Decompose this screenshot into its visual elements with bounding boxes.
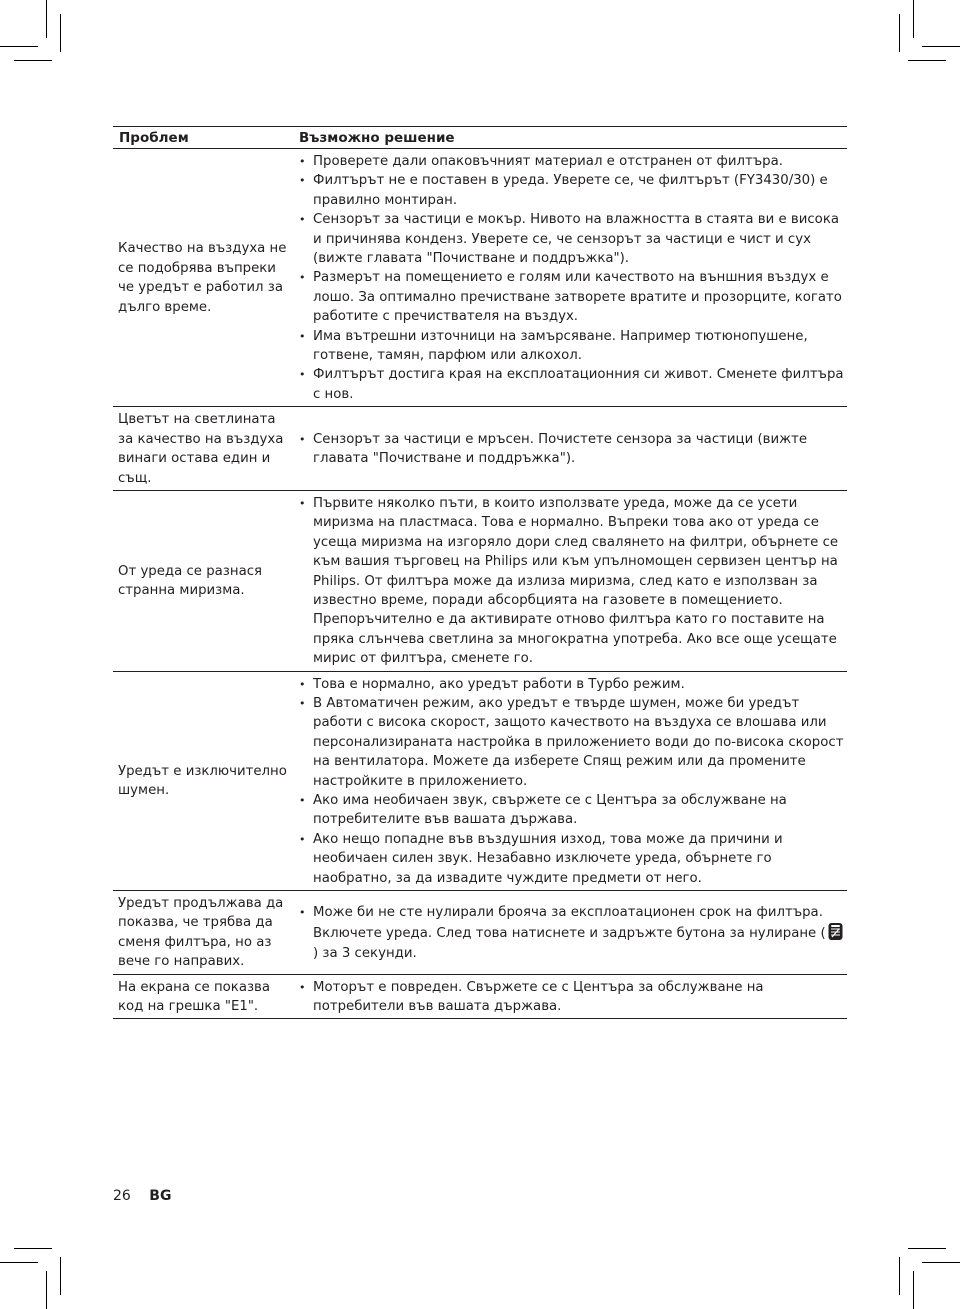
problem-cell: Качество на въздуха не се подобрява въпреки че уредът е работил за дълго време. bbox=[113, 149, 299, 407]
crop-mark bbox=[14, 1248, 52, 1249]
solution-item bbox=[299, 268, 847, 326]
solution-item bbox=[299, 978, 847, 1017]
crop-mark bbox=[899, 1257, 900, 1295]
bullet-icon: • bbox=[299, 496, 306, 510]
bullet-icon: • bbox=[299, 432, 306, 446]
troubleshooting-table bbox=[113, 126, 847, 1019]
page-footer bbox=[113, 1188, 171, 1204]
solution-text: Може би не сте нулирали брояча за експлоатационен срок на филтъра. Включете уреда. След това натиснете и задръжте бутона за нулиране ( bbox=[313, 904, 826, 942]
crop-mark bbox=[46, 0, 47, 38]
solution-cell bbox=[299, 407, 847, 491]
crop-mark bbox=[922, 46, 960, 47]
solution-text: Размерът на помещението е голям или качеството на външния въздух е лошо. За оптимално пречистване затворете вратите и прозорците, когато работите с пречиствателя на въздух. bbox=[313, 270, 842, 325]
solution-list bbox=[299, 903, 847, 963]
crop-mark bbox=[60, 14, 61, 52]
solution-item bbox=[299, 171, 847, 210]
bullet-icon: • bbox=[299, 213, 306, 227]
solution-item bbox=[299, 675, 847, 694]
bullet-icon: • bbox=[299, 980, 306, 994]
bullet-icon: • bbox=[299, 677, 306, 691]
solution-cell bbox=[299, 671, 847, 890]
solution-list bbox=[299, 978, 847, 1017]
solution-cell bbox=[299, 891, 847, 975]
table-row bbox=[113, 149, 847, 407]
solution-text: В Автоматичен режим, ако уредът е твърде шумен, може би уредът работи с висока скорост, защото качеството на въздуха се влошава или персонализираната настройка в приложението води до по-висока скорост на вентилатора. Можете да изберете Спящ режим или да промените настройките в приложението. bbox=[313, 695, 844, 789]
problem-cell: Уредът е изключително шумен. bbox=[113, 671, 299, 890]
problem-cell: На екрана се показва код на грешка "E1". bbox=[113, 974, 299, 1019]
solution-text: Ако има необичаен звук, свържете се с Центъра за обслужване на потребителите във вашата държава. bbox=[313, 793, 787, 828]
solution-text: Това е нормално, ако уредът работи в Турбо режим. bbox=[313, 676, 685, 692]
crop-mark bbox=[899, 14, 900, 52]
bullet-icon: • bbox=[299, 174, 306, 188]
crop-mark bbox=[913, 0, 914, 38]
crop-mark bbox=[0, 1262, 38, 1263]
solution-text: Филтърът достига края на експлоатационния си живот. Сменете филтъра с нов. bbox=[313, 367, 844, 402]
bullet-icon: • bbox=[299, 905, 306, 919]
table-row bbox=[113, 407, 847, 491]
solution-text: Проверете дали опаковъчният материал е отстранен от филтъра. bbox=[313, 154, 783, 169]
solution-text: Моторът е повреден. Свържете се с Центъра за обслужване на потребители във вашата държава. bbox=[313, 979, 764, 1015]
crop-mark bbox=[913, 1271, 914, 1309]
bullet-icon: • bbox=[299, 696, 306, 710]
bullet-icon: • bbox=[299, 368, 306, 382]
solution-item bbox=[299, 694, 847, 791]
solution-text: Има вътрешни източници на замърсяване. Например тютюнопушене, готвене, тамян, парфюм или алкохол. bbox=[313, 328, 808, 364]
problem-cell: Уредът продължава да показва, че трябва да сменя филтъра, но аз вече го направих. bbox=[113, 891, 299, 975]
crop-mark bbox=[14, 60, 52, 61]
crop-mark bbox=[908, 1248, 946, 1249]
solution-item bbox=[299, 494, 847, 669]
solution-cell bbox=[299, 974, 847, 1019]
filter-reset-icon bbox=[827, 922, 844, 941]
page-number: 26 bbox=[113, 1188, 131, 1204]
crop-mark bbox=[908, 60, 946, 61]
solution-item bbox=[299, 152, 847, 171]
solution-text: Сензорът за частици е мръсен. Почистете сензора за частици (вижте главата "Почистване и поддръжка"). bbox=[313, 431, 808, 467]
table-row bbox=[113, 671, 847, 890]
solution-item bbox=[299, 210, 847, 268]
crop-mark bbox=[922, 1262, 960, 1263]
header-problem: Проблем bbox=[113, 127, 299, 149]
solution-list bbox=[299, 430, 847, 469]
bullet-icon: • bbox=[299, 271, 306, 285]
solution-text: ) за 3 секунди. bbox=[313, 945, 417, 961]
crop-mark bbox=[60, 1257, 61, 1295]
table-row bbox=[113, 891, 847, 975]
solution-text: Сензорът за частици е мокър. Нивото на влажността в стаята ви е висока и причинява конденз. Уверете се, че сензорът за частици е чист и сух (вижте главата "Почистване и поддръжка"). bbox=[313, 212, 839, 267]
table-row bbox=[113, 490, 847, 671]
solution-item bbox=[299, 830, 847, 888]
solution-list bbox=[299, 152, 847, 404]
solution-text: Първите няколко пъти, в които използвате уреда, може да се усети миризма на пластмаса. Това е нормално. Въпреки това ако от уреда се усеща миризма на изгоряло дори след свалянето на филтри, обърнете се към вашия търговец на Philips или към упълномощен сервизен център на Philips. От филтъра може да излиза миризма, след като е използван за известно време, поради абсорбцията на газовете в помещението. Препоръчително е да активирате отново филтъра като го поставите на пряка слънчева светлина за многократна употреба. Ако все още усещате мирис от филтъра, сменете го. bbox=[313, 495, 839, 667]
bullet-icon: • bbox=[299, 155, 306, 168]
bullet-icon: • bbox=[299, 794, 306, 807]
solution-text: Ако нещо попадне във въздушния изход, това може да причини и необичаен силен звук. Незабавно изключете уреда, обърнете го наобратно, за да извадите чуждите предмети от него. bbox=[313, 831, 783, 886]
problem-cell: Цветът на светлината за качество на въздуха винаги остава един и същ. bbox=[113, 407, 299, 491]
solution-item bbox=[299, 365, 847, 404]
bullet-icon: • bbox=[299, 832, 306, 846]
problem-cell: От уреда се разнася странна миризма. bbox=[113, 490, 299, 671]
solution-item bbox=[299, 327, 847, 366]
table-row bbox=[113, 974, 847, 1019]
solution-list bbox=[299, 494, 847, 669]
solution-cell bbox=[299, 149, 847, 407]
solution-item bbox=[299, 791, 847, 830]
crop-mark bbox=[0, 46, 38, 47]
solution-text: Филтърът не е поставен в уреда. Уверете се, че филтърът (FY3430/30) е правилно монтиран. bbox=[313, 173, 828, 208]
language-code: BG bbox=[149, 1188, 172, 1204]
bullet-icon: • bbox=[299, 329, 306, 343]
table-header-row bbox=[113, 127, 847, 149]
solution-item bbox=[299, 903, 847, 963]
solution-cell bbox=[299, 490, 847, 671]
crop-mark bbox=[46, 1271, 47, 1309]
solution-item bbox=[299, 430, 847, 469]
header-solution: Възможно решение bbox=[299, 127, 847, 149]
solution-list bbox=[299, 675, 847, 888]
